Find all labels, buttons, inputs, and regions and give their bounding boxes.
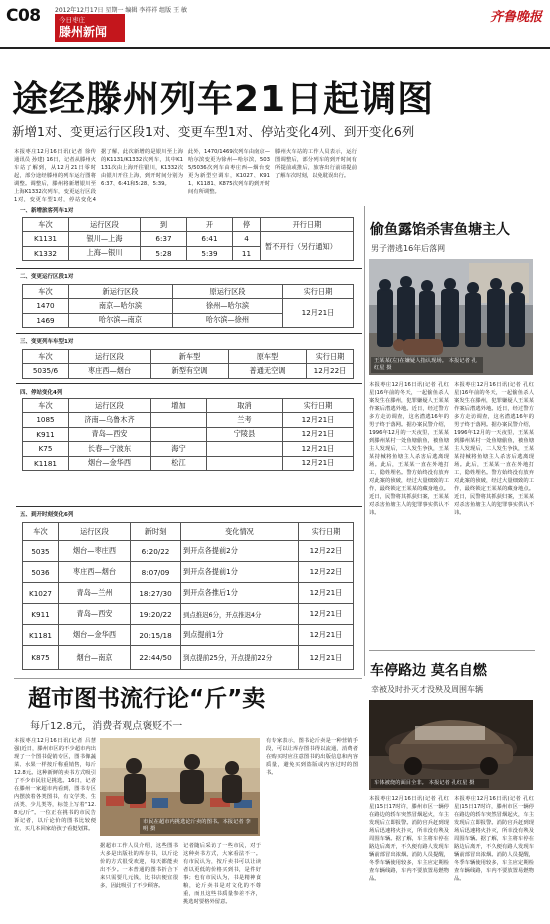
table-cell — [207, 442, 283, 457]
table-cell: 8:07/09 — [131, 562, 181, 583]
table-row — [23, 232, 354, 247]
photo-caption: 车体被烧的面目全非。 本报记者 孔红星 摄 — [371, 779, 489, 788]
table-cell: 12月22日 — [299, 562, 354, 583]
table-cell: 12月21日 — [283, 442, 354, 457]
table-cell: 到点提前25分，开点提前22分 — [181, 646, 299, 670]
table-header-cell: 停 — [233, 218, 261, 232]
table-time-change — [22, 522, 354, 670]
table-cell: 青岛—西安 — [69, 427, 151, 442]
right-story-2-body-col-1: 本报枣庄12月16日讯(记者 孔红星)15日17时许，滕州市区一辆停在路边的轿车突然冒烟起火，车主发现后立即报警。消防官兵赶到现场后迅速将火扑灭，所幸没有殃及周围车辆。据了解，车主将车停在路边后离开，不久便有路人发现车辆前部冒出浓烟。消防人员提醒，冬季车辆使用较多，车主应定期检查车辆线路，车内不要放置易燃物品。 — [369, 796, 449, 882]
table-header-cell: 车次 — [23, 350, 69, 364]
table-cell: 5036 — [23, 562, 59, 583]
right-story-1-body-col-2: 本报枣庄12月16日讯(记者 孔红星)16年前的冬天，一起偷鱼杀人案发生在滕州，犯罪嫌疑人王某某作案后潜逃外地。近日，经过警方多方走访调查，这名潜逃16年的男子终于落网。据办案民警介绍，1996年12月的一天夜里，王某某到滕州某村一处鱼塘偷鱼，被鱼塘主人发现后，二人发生争执，王某某持械将鱼塘主人杀害后逃离现场。此后，王某某一直在外地打工，隐姓埋名。警方始终没有放弃对此案的侦破，经过大量细致的工作，最终锁定王某某的藏身地点。近日，民警将其抓获归案，王某某对杀害鱼塘主人的犯罪事实供认不讳。 — [454, 382, 534, 516]
table-row — [23, 364, 354, 379]
table-cell: 到开点各推后1分 — [181, 583, 299, 604]
table-3-title: 三、变更列车车型1对 — [20, 339, 74, 345]
table-cell: 22:44/50 — [131, 646, 181, 670]
table-cell: 20:15/18 — [131, 625, 181, 646]
table-cell: K911 — [23, 604, 59, 625]
table-cell: 5035 — [23, 541, 59, 562]
bottom-story-col-2: 据超市工作人员介绍，这些图书大多是出版社的库存书，以斤论价的方式很受欢迎，每天都能卖出不少。一本普通的图书折合下来只需要几元钱，比书店便宜很多，因此吸引了不少顾客。 — [100, 843, 178, 889]
table-cell: K1181 — [23, 625, 59, 646]
bottom-story-col-3: 记者随后采访了一些市民，对于这种卖书方式，大家看法不一。有市民认为，按斤卖书可以让读者以更低的价格买到书，是件好事；也有市民认为，书是精神食粮，论斤卖书是对文化的不尊重，而且这些书质量参差不齐，挑选时要格外留意。 — [183, 843, 261, 905]
table-header-cell: 运行区段 — [69, 350, 151, 364]
table-cell: K1332 — [23, 246, 69, 261]
main-subheadline: 新增1对、变更运行区段1对、变更车型1对、停站变化4列、到开变化6列 — [12, 124, 415, 139]
table-header-row — [23, 218, 354, 232]
table-row — [23, 583, 354, 604]
table-header-cell: 车次 — [23, 523, 59, 541]
table-cell: 1470 — [23, 299, 69, 314]
intro-col-2: 据了解，此次新增的是银川至上海的K1131/K1332次列车，其中K1131次由上海开往银川，K1332次由银川开往上海，到开时间分别为6:37、6:41和5:28、5:39。 — [101, 149, 183, 187]
bottom-story-col-4: 有专家表示，图书论斤卖是一种营销手段，可以让库存图书得以流通，消费者在购买时应注意图书的出版信息和内容质量，避免买到盗版或内容过时的图书。 — [266, 738, 358, 776]
table-cell: 普通无空调 — [229, 364, 307, 379]
table-cell: 宁陵县 — [207, 427, 283, 442]
table-row — [23, 442, 354, 457]
right-story-2-subheadline: 幸被及时扑灭才没殃及周围车辆 — [371, 685, 483, 694]
table-header-row — [23, 350, 354, 364]
table-header-cell: 实行日期 — [307, 350, 354, 364]
table-2-title: 二、变更运行区段1对 — [20, 274, 74, 280]
table-cell — [151, 427, 207, 442]
table-cell: 长春—宁波东 — [69, 442, 151, 457]
table-cell-date: 12月21日 — [283, 299, 354, 328]
table-separator — [16, 506, 362, 507]
table-cell: 12月21日 — [299, 646, 354, 670]
main-headline: 途经滕州列车21日起调图 — [12, 79, 435, 120]
table-cell: K75 — [23, 442, 69, 457]
table-header-row — [23, 285, 354, 299]
table-cell: 烟台—南京 — [59, 646, 131, 670]
table-cell: 济南—乌鲁木齐 — [69, 413, 151, 428]
table-cell — [207, 456, 283, 471]
table-cell: 12月21日 — [299, 625, 354, 646]
table-cell — [151, 413, 207, 428]
newspaper-logo: 齐鲁晚报 — [489, 10, 542, 25]
right-story-1-subheadline: 男子潜逃16年后落网 — [371, 244, 446, 253]
table-cell: 12月21日 — [283, 413, 354, 428]
right-story-1-headline: 偷鱼露馅杀害鱼塘主人 — [370, 222, 510, 238]
table-cell: 6:41 — [187, 232, 233, 247]
table-header-cell: 车次 — [23, 399, 69, 413]
intro-col-1: 本报枣庄12月16日讯(记者 徐传 通讯员 孙建) 16日，记者从滕州火车站了解到，从12月21日零时起，部分途经滕州的列车运行图将调整。调整后，滕州将新增银川至上海K1332次列车，变更运行区段1对，变更车型1对，停站变化4 — [14, 149, 96, 202]
table-cell: 烟台—金华西 — [59, 625, 131, 646]
table-header-cell: 开行日期 — [261, 218, 354, 232]
intro-col-3: 此外，1470/1469次列车由南京—哈尔滨变更为徐州—哈尔滨，5035/5036次列车由枣庄西—烟台变更为新型空调车，K1027、K911、K1181、K875次列车的到开时间有所调整。 — [188, 149, 270, 195]
table-header-cell: 新时刻 — [131, 523, 181, 541]
table-header-cell: 实行日期 — [283, 285, 354, 299]
table-cell: K1027 — [23, 583, 59, 604]
table-cell: 11 — [233, 246, 261, 261]
photo-caption: 王某某(左)在嫌疑人指认现场。 本报记者 孔红星 摄 — [371, 357, 483, 373]
table-header-cell: 新车型 — [151, 350, 229, 364]
table-separator — [16, 268, 362, 269]
table-cell: 银川—上海 — [69, 232, 141, 247]
table-cell: K1181 — [23, 456, 69, 471]
table-4-title: 四、停站变化4列 — [20, 390, 63, 396]
table-header-cell: 开 — [187, 218, 233, 232]
table-header-cell: 到 — [141, 218, 187, 232]
table-header-cell: 车次 — [23, 285, 69, 299]
table-cell: 徐州—哈尔滨 — [173, 299, 283, 314]
table-cell: 南京—哈尔滨 — [69, 299, 173, 314]
table-cell: 12月22日 — [307, 364, 354, 379]
table-separator — [16, 333, 362, 334]
table-cell: 6:37 — [141, 232, 187, 247]
table-cell: 12月22日 — [299, 541, 354, 562]
arrest-photo — [369, 259, 533, 375]
car-fire-photo — [369, 700, 533, 790]
table-cell: 1469 — [23, 313, 69, 328]
issue-meta: 2012年12月17日 星期一 编辑 李祥祥 组版 王 敏 — [55, 7, 187, 14]
table-header-cell: 新运行区段 — [69, 285, 173, 299]
table-cell: 上海—银川 — [69, 246, 141, 261]
table-header-cell: 原运行区段 — [173, 285, 283, 299]
table-cell: K911 — [23, 427, 69, 442]
table-cell: 海宁 — [151, 442, 207, 457]
table-cell: 枣庄西—烟台 — [69, 364, 151, 379]
table-cell: K875 — [23, 646, 59, 670]
table-header-cell: 运行区段 — [59, 523, 131, 541]
masthead — [0, 0, 550, 50]
table-header-cell: 取消 — [207, 399, 283, 413]
section-separator — [14, 678, 362, 679]
table-row — [23, 562, 354, 583]
table-header-cell: 运行区段 — [69, 399, 151, 413]
table-cell: 12月21日 — [299, 604, 354, 625]
table-header-cell: 实行日期 — [283, 399, 354, 413]
table-cell: 哈尔滨—南京 — [69, 313, 173, 328]
table-cell-note: 暂不开行（另行通知） — [261, 232, 354, 261]
table-header-cell: 运行区段 — [69, 218, 141, 232]
table-cell: 烟台—枣庄西 — [59, 541, 131, 562]
table-cell: 烟台—金华西 — [69, 456, 151, 471]
table-separator — [16, 383, 362, 384]
table-cell: 到点推迟6分，开点推迟4分 — [181, 604, 299, 625]
table-cell: 青岛—兰州 — [59, 583, 131, 604]
table-row — [23, 646, 354, 670]
table-cell: 4 — [233, 232, 261, 247]
supermarket-photo — [100, 738, 260, 836]
table-cell: 5:39 — [187, 246, 233, 261]
column-divider — [364, 206, 365, 676]
table-route-change — [22, 284, 354, 328]
table-cell: 兰考 — [207, 413, 283, 428]
table-cell: 新型有空调 — [151, 364, 229, 379]
table-cell: 哈尔滨—徐州 — [173, 313, 283, 328]
table-cell: 枣庄西—烟台 — [59, 562, 131, 583]
table-cell: 青岛—西安 — [59, 604, 131, 625]
table-cell: 18:27/30 — [131, 583, 181, 604]
table-5-title: 五、到开时刻变化6列 — [20, 512, 74, 518]
bottom-story-subheadline: 每斤12.8元，消费者观点褒贬不一 — [30, 721, 183, 732]
table-row — [23, 625, 354, 646]
table-header-row — [23, 523, 354, 541]
section-name: 滕州新闻 — [59, 25, 108, 39]
masthead-rule — [0, 47, 550, 49]
table-cell: 到点提前1分 — [181, 625, 299, 646]
photo-caption: 市民在超市内挑选论斤卖的图书。本报记者 李明 摄 — [140, 818, 258, 834]
table-row — [23, 541, 354, 562]
intro-col-4: 滕州火车站的工作人员表示，运行图调整后，部分列车的到开时间有所提前或推后，旅客出行前请提前了解车次时刻，以免耽误出行。 — [275, 149, 357, 179]
bottom-story-col-1: 本报枣庄12月16日讯(记者 吕慧强)近日，滕州市区的不少超市内出现了一个图书促销专区，图书像蔬菜、水果一样按斤称重销售，每斤12.8元。这种新鲜的卖书方式吸引了不少市民驻足挑选。16日，记者在滕州一家超市内看到，图书专区内摆放着各类图书，有文学类、生活类、少儿类等，标签上写着“12.8元/斤”。一位正在挑书的市民告诉记者，以斤论价的图书比较便宜，买几本回家给孩子看挺划算。 — [14, 738, 96, 832]
table-cell: K1131 — [23, 232, 69, 247]
table-cell: 6:20/22 — [131, 541, 181, 562]
page-number: C08 — [6, 6, 41, 26]
table-cell: 5:28 — [141, 246, 187, 261]
section-separator — [369, 650, 535, 651]
table-row — [23, 456, 354, 471]
table-header-cell: 原车型 — [229, 350, 307, 364]
table-cell: 到开点各提前2分 — [181, 541, 299, 562]
section-sub-label: 今日枣庄 — [59, 16, 85, 24]
table-cell: 到开点各提前1分 — [181, 562, 299, 583]
table-cell: 12月21日 — [283, 456, 354, 471]
table-header-row — [23, 399, 354, 413]
table-header-cell: 变化情况 — [181, 523, 299, 541]
table-row — [23, 413, 354, 428]
table-cell: 12月21日 — [299, 583, 354, 604]
table-new-trains — [22, 217, 354, 261]
table-cell: 5035/6 — [23, 364, 69, 379]
right-story-2-body-col-2: 本报枣庄12月16日讯(记者 孔红星)15日17时许，滕州市区一辆停在路边的轿车突然冒烟起火，车主发现后立即报警。消防官兵赶到现场后迅速将火扑灭，所幸没有殃及周围车辆。据了解，车主将车停在路边后离开，不久便有路人发现车辆前部冒出浓烟。消防人员提醒，冬季车辆使用较多，车主应定期检查车辆线路，车内不要放置易燃物品。 — [454, 796, 534, 882]
table-row — [23, 427, 354, 442]
bottom-story-headline: 超市图书流行论“斤”卖 — [28, 686, 266, 712]
table-car-type-change — [22, 349, 354, 379]
table-row — [23, 299, 354, 314]
table-cell: 12月21日 — [283, 427, 354, 442]
table-1-title: 一、新增旅客列车1对 — [20, 208, 74, 214]
table-cell: 1085 — [23, 413, 69, 428]
table-cell: 19:20/22 — [131, 604, 181, 625]
section-badge — [55, 14, 125, 42]
right-story-2-headline: 车停路边 莫名自燃 — [370, 663, 487, 679]
table-header-cell: 车次 — [23, 218, 69, 232]
car-fire-photo-image — [369, 700, 533, 790]
table-header-cell: 增加 — [151, 399, 207, 413]
table-row — [23, 604, 354, 625]
table-stop-change — [22, 398, 354, 471]
right-story-1-body-col-1: 本报枣庄12月16日讯(记者 孔红星)16年前的冬天，一起偷鱼杀人案发生在滕州，犯罪嫌疑人王某某作案后潜逃外地。近日，经过警方多方走访调查，这名潜逃16年的男子终于落网。据办案民警介绍，1996年12月的一天夜里，王某某到滕州某村一处鱼塘偷鱼，被鱼塘主人发现后，二人发生争执，王某某持械将鱼塘主人杀害后逃离现场。此后，王某某一直在外地打工，隐姓埋名。警方始终没有放弃对此案的侦破，经过大量细致的工作，最终锁定王某某的藏身地点。近日，民警将其抓获归案，王某某对杀害鱼塘主人的犯罪事实供认不讳。 — [369, 382, 449, 516]
table-cell: 松江 — [151, 456, 207, 471]
table-header-cell: 实行日期 — [299, 523, 354, 541]
